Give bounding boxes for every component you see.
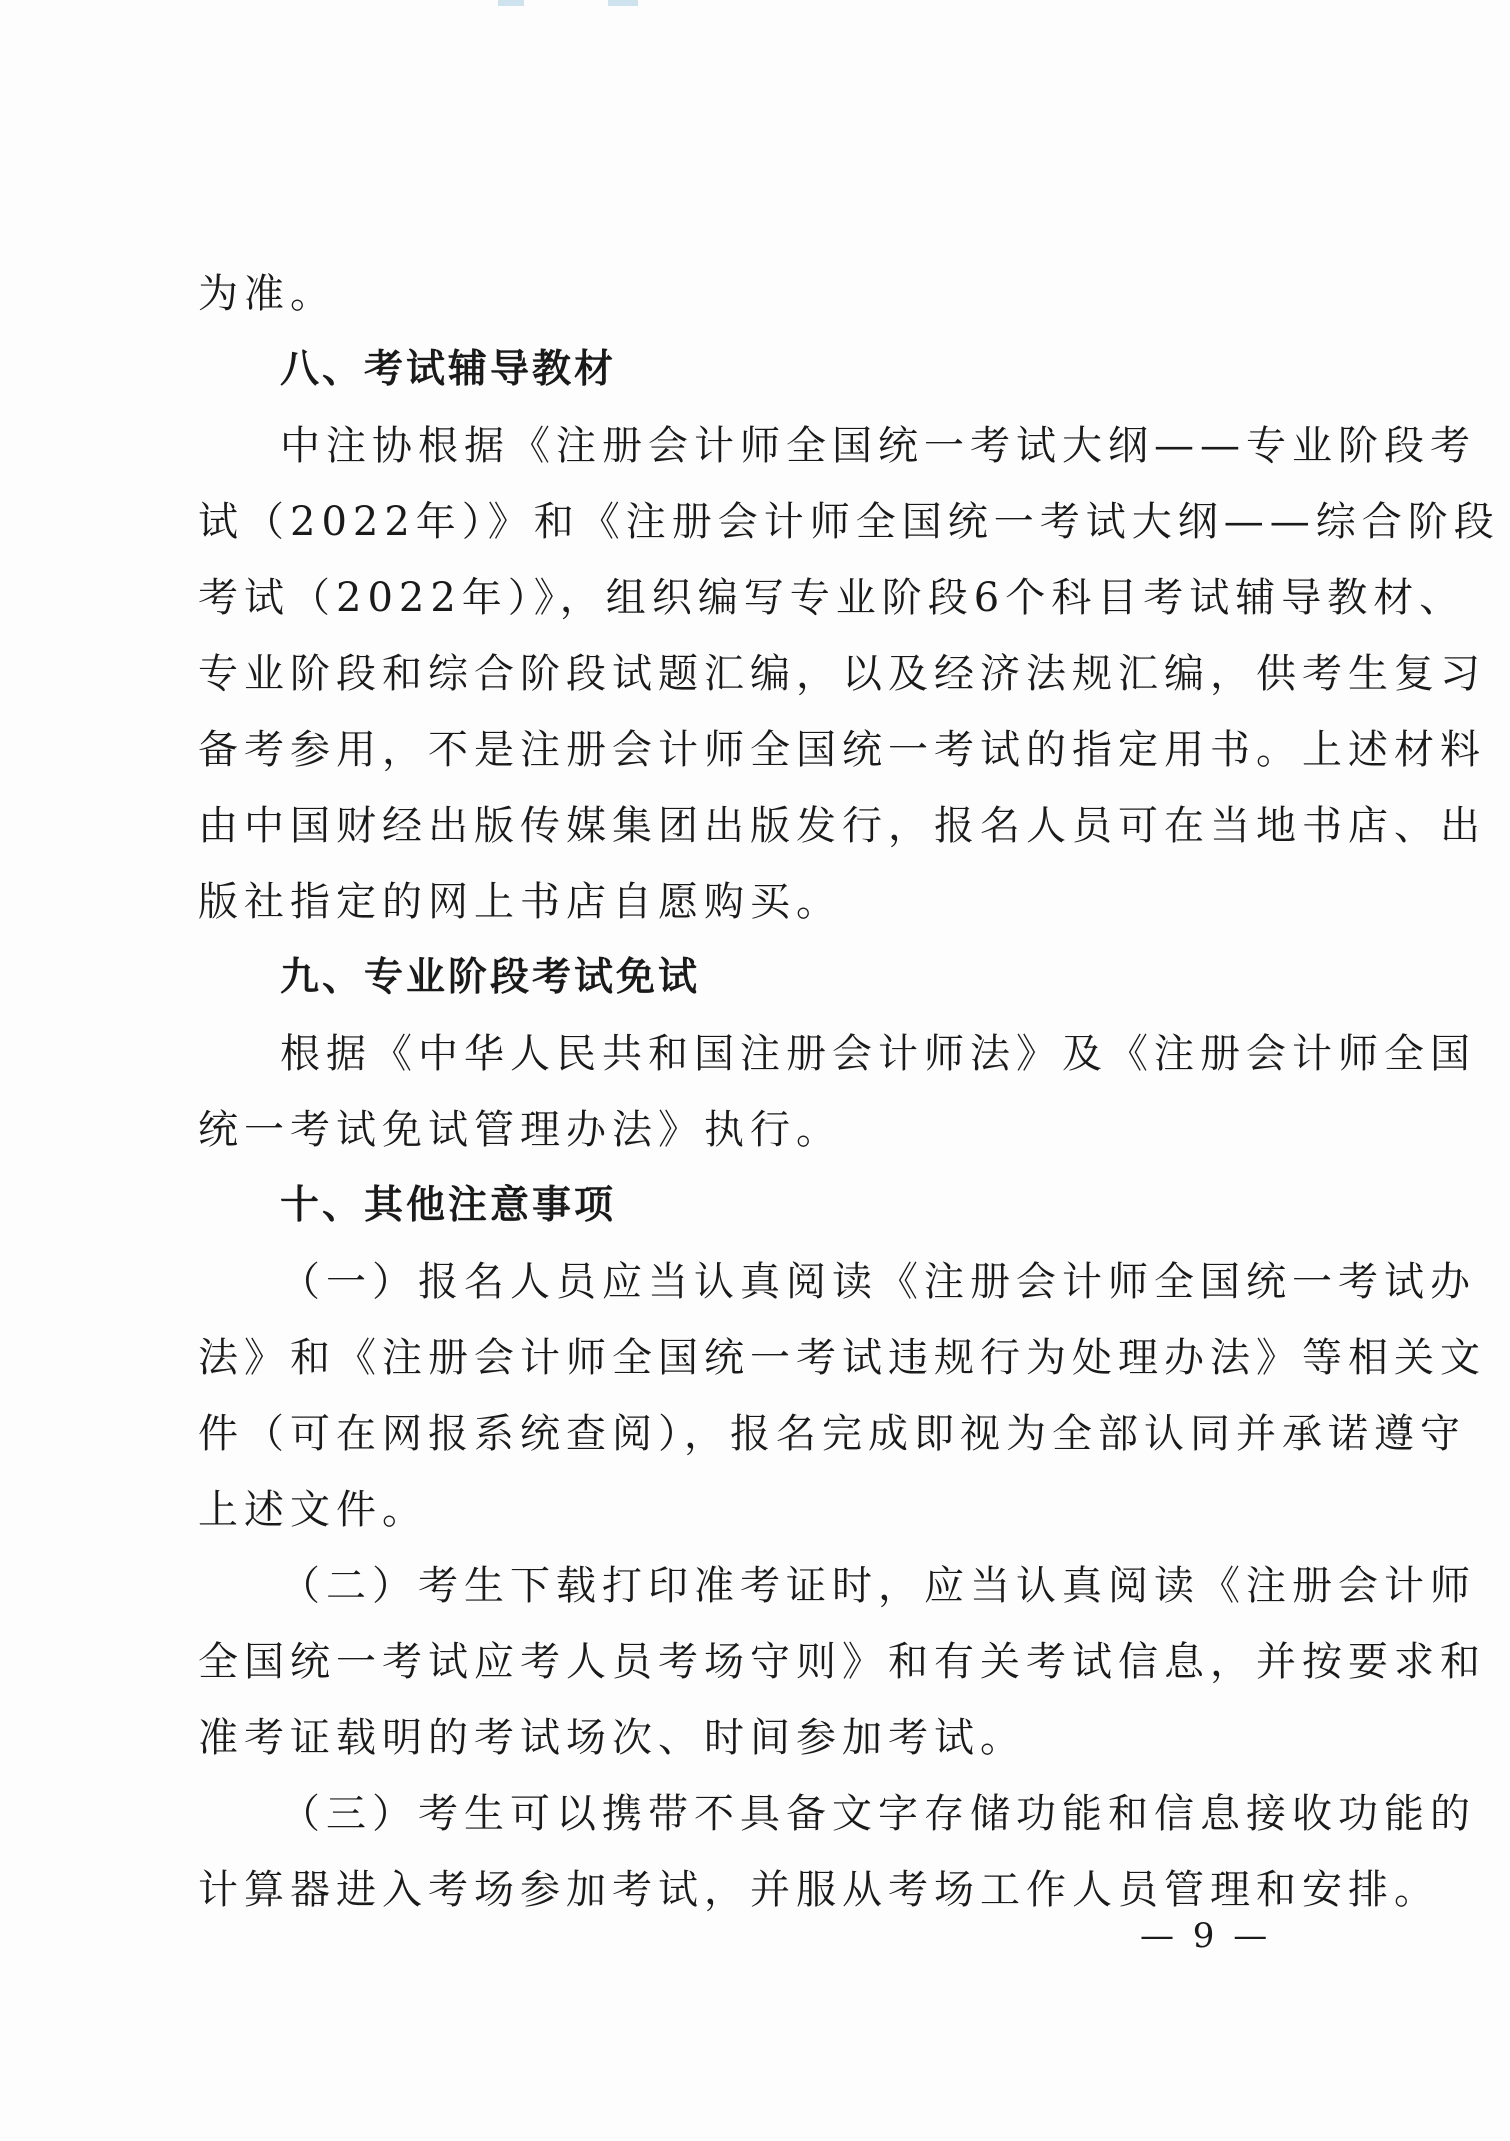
body-line: 备考参用，不是注册会计师全国统一考试的指定用书。上述材料	[198, 727, 1486, 773]
section-heading-9: 九、专业阶段考试免试	[280, 955, 701, 1000]
section-heading-8: 八、考试辅导教材	[280, 347, 617, 392]
scan-mark	[498, 0, 524, 6]
body-line: 准考证载明的考试场次、时间参加考试。	[198, 1715, 1026, 1761]
body-line: 由中国财经出版传媒集团出版发行，报名人员可在当地书店、出	[198, 803, 1486, 849]
section-heading-10: 十、其他注意事项	[280, 1183, 617, 1228]
body-line: 考试（2022年）》，组织编写专业阶段6个科目考试辅导教材、	[198, 575, 1466, 621]
body-line: （二）考生下载打印准考证时，应当认真阅读《注册会计师	[280, 1563, 1476, 1609]
body-line: （三）考生可以携带不具备文字存储功能和信息接收功能的	[280, 1791, 1476, 1837]
body-line: （一）报名人员应当认真阅读《注册会计师全国统一考试办	[280, 1259, 1476, 1305]
body-line: 专业阶段和综合阶段试题汇编，以及经济法规汇编，供考生复习	[198, 651, 1486, 697]
body-line: 试（2022年）》和《注册会计师全国统一考试大纲——综合阶段	[198, 499, 1500, 545]
body-line: 中注协根据《注册会计师全国统一考试大纲——专业阶段考	[280, 423, 1476, 469]
body-line: 法》和《注册会计师全国统一考试违规行为处理办法》等相关文	[198, 1335, 1486, 1381]
body-line: 版社指定的网上书店自愿购买。	[198, 879, 842, 925]
scan-mark	[608, 0, 638, 6]
body-line: 为准。	[198, 271, 336, 317]
body-line: 上述文件。	[198, 1487, 428, 1533]
page-number: — 9 —	[1140, 1916, 1272, 1956]
body-line: 统一考试免试管理办法》执行。	[198, 1107, 842, 1153]
body-line: 计算器进入考场参加考试，并服从考场工作人员管理和安排。	[198, 1867, 1440, 1913]
body-line: 件（可在网报系统查阅），报名完成即视为全部认同并承诺遵守	[198, 1411, 1466, 1457]
body-line: 根据《中华人民共和国注册会计师法》及《注册会计师全国	[280, 1031, 1476, 1077]
body-line: 全国统一考试应考人员考场守则》和有关考试信息，并按要求和	[198, 1639, 1486, 1685]
